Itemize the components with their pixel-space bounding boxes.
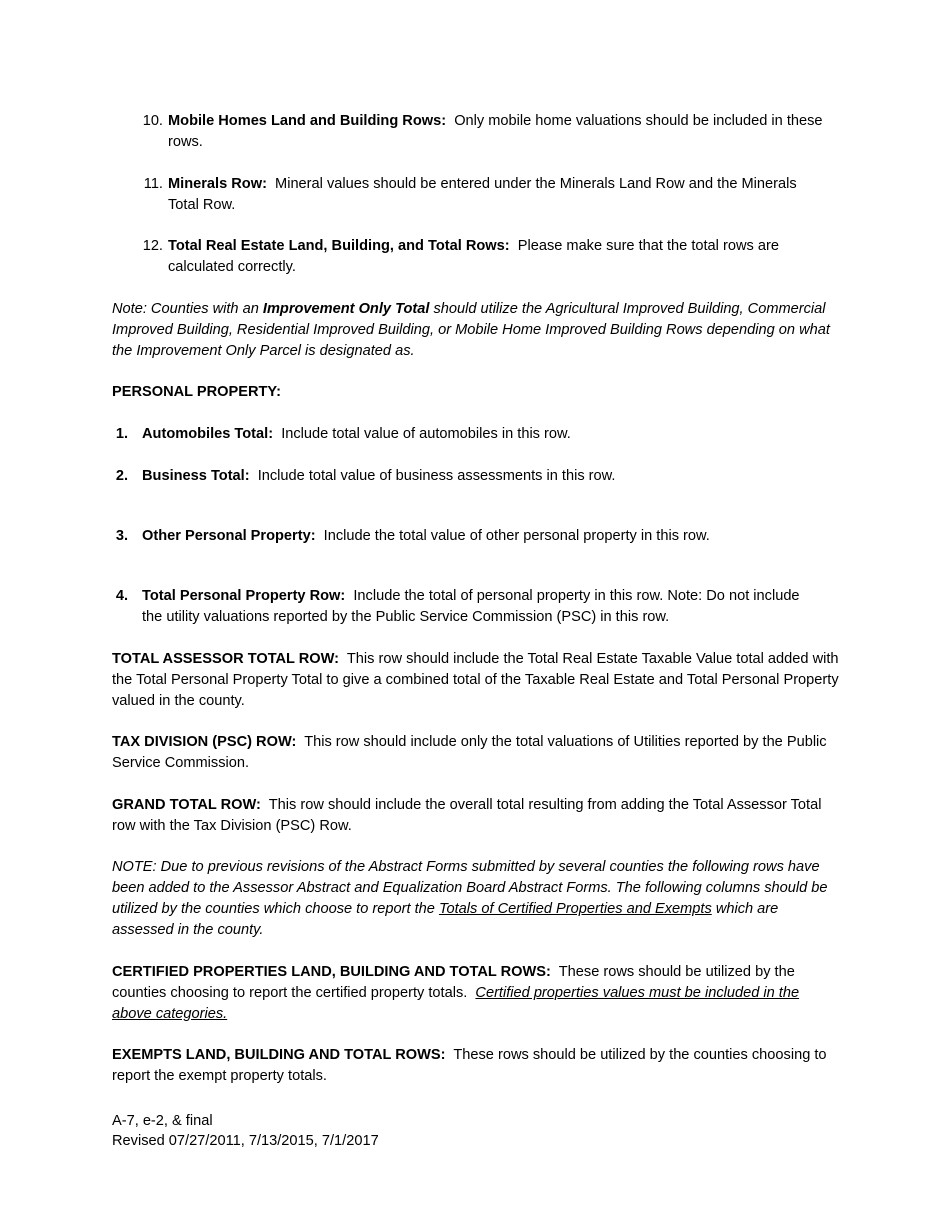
exempts-section: [112, 1045, 842, 1087]
section-body: These rows should be utilized by the counties choosing to report the certified property totals.: [112, 964, 795, 1001]
item-number: 10.: [142, 113, 163, 129]
section-heading: CERTIFIED PROPERTIES LAND, BUILDING AND TOTAL ROWS:: [112, 964, 551, 980]
item-number: 1.: [115, 426, 128, 442]
item-number: 11.: [143, 176, 163, 192]
item-text: [168, 236, 828, 278]
item-body: Please make sure that the total rows are calculated correctly.: [168, 238, 779, 275]
item-number: 4.: [115, 588, 128, 604]
revisions-note: [112, 857, 842, 941]
section-heading: GRAND TOTAL ROW:: [112, 797, 261, 813]
item-heading: Automobiles Total:: [142, 426, 274, 442]
item-number: 2.: [115, 468, 128, 484]
note-emphasis: Improvement Only Total: [262, 301, 430, 317]
grand-total-section: [112, 795, 842, 837]
item-text: [142, 466, 822, 487]
note-text: Note: Counties with an: [112, 301, 263, 317]
note-text: should utilize the Agricultural Improved Building, Commercial Improved Building, Residential Improved Building, or Mobile Home Improved Building Rows depending on what the Improvement Only Parcel is designated as.: [112, 301, 830, 359]
item-body: Include total value of automobiles in this row.: [281, 426, 571, 442]
item-text: [142, 424, 822, 445]
item-number: 3.: [115, 528, 128, 544]
section-body: This row should include the overall total resulting from adding the Total Assessor Total row with the Tax Division (PSC) Row.: [112, 797, 822, 834]
note-text: NOTE: Due to previous revisions of the Abstract Forms submitted by several counties the following rows have been added to the Assessor Abstract and Equalization Board Abstract Forms. The following columns should be utilized by the counties which choose to report the: [112, 859, 828, 917]
item-heading: Mobile Homes Land and Building Rows:: [168, 113, 447, 129]
item-number: 12.: [142, 238, 163, 254]
note-underlined: Totals of Certified Properties and Exempts: [438, 901, 712, 917]
section-body: These rows should be utilized by the counties choosing to report the exempt property totals.: [112, 1047, 827, 1084]
item-body: Only mobile home valuations should be included in these rows.: [168, 113, 823, 150]
item-body: Include total value of business assessments in this row.: [257, 468, 616, 484]
section-heading-personal-property: PERSONAL PROPERTY:: [112, 384, 281, 400]
improvement-only-note: [112, 299, 842, 362]
item-body: Include the total of personal property in this row. Note: Do not include the utility valuations reported by the Public Service Commission (PSC) in this row.: [142, 588, 800, 625]
item-heading: Business Total:: [142, 468, 250, 484]
item-text: [168, 111, 828, 153]
section-heading: EXEMPTS LAND, BUILDING AND TOTAL ROWS:: [112, 1047, 446, 1063]
item-heading: Total Real Estate Land, Building, and Total Rows:: [168, 238, 510, 254]
footer-line-1: A-7, e-2, & final: [112, 1113, 213, 1129]
certified-section: [112, 962, 842, 1025]
item-heading: Total Personal Property Row:: [142, 588, 346, 604]
section-heading: TAX DIVISION (PSC) ROW:: [112, 734, 297, 750]
note-text: which are assessed in the county.: [112, 901, 779, 938]
section-body: This row should include the Total Real Estate Taxable Value total added with the Total Personal Property Total to give a combined total of the Taxable Real Estate and Total Personal Property valued in the county.: [112, 651, 839, 709]
section-heading: TOTAL ASSESSOR TOTAL ROW:: [112, 651, 340, 667]
item-body: Include the total value of other personal property in this row.: [323, 528, 710, 544]
item-text: [168, 174, 828, 216]
section-underlined-note: Certified properties values must be included in the above categories.: [112, 985, 800, 1022]
item-heading: Other Personal Property:: [142, 528, 316, 544]
footer-line-2: Revised 07/27/2011, 7/13/2015, 7/1/2017: [112, 1133, 379, 1149]
tax-division-section: [112, 732, 842, 774]
item-text: [142, 586, 822, 628]
item-heading: Minerals Row:: [168, 176, 267, 192]
item-body: Mineral values should be entered under the Minerals Land Row and the Minerals Total Row.: [168, 176, 797, 213]
section-body: This row should include only the total valuations of Utilities reported by the Public Service Commission.: [112, 734, 827, 771]
item-text: [142, 526, 822, 547]
total-assessor-section: [112, 649, 842, 712]
